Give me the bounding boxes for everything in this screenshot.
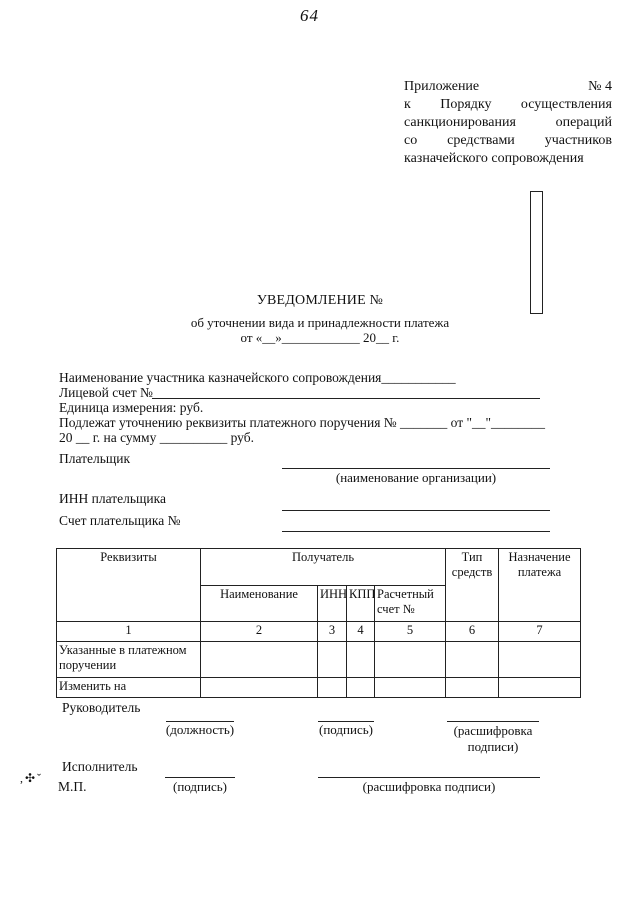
head-label: Руководитель <box>62 700 141 715</box>
table-cell <box>499 642 581 678</box>
column-number: 6 <box>446 622 499 642</box>
table-cell <box>347 678 375 698</box>
header-recipient: Получатель <box>201 549 446 586</box>
decode2-caption: (расшифровка подписи) <box>362 779 496 794</box>
signature-caption: (подпись) <box>319 722 373 737</box>
column-number: 2 <box>201 622 318 642</box>
header-name: Наименование <box>201 586 318 622</box>
signature2-underline <box>165 777 235 778</box>
row-label-original: Указанные в платежном поручении <box>57 642 201 678</box>
column-number: 3 <box>318 622 347 642</box>
unit-line: Единица измерения: руб. <box>59 400 204 415</box>
table-cell <box>318 642 347 678</box>
payer-label: Плательщик <box>59 451 131 466</box>
appendix-word: операций <box>555 115 612 130</box>
header-inn: ИНН <box>318 586 347 622</box>
account-underline <box>152 398 540 399</box>
decode-underline <box>447 721 539 722</box>
table-cell <box>201 642 318 678</box>
table-cell <box>499 678 581 698</box>
appendix-word: к <box>404 97 411 112</box>
appendix-label: Приложение <box>404 79 480 94</box>
clarify-line: Подлежат уточнению реквизиты платежного поручения № _______ от "__"________ <box>59 415 546 430</box>
column-number: 4 <box>347 622 375 642</box>
header-kpp: КПП <box>347 586 375 622</box>
appendix-word: участников <box>544 133 612 148</box>
appendix-line: казначейского сопровождения <box>404 151 584 166</box>
payer-caption: (наименование организации) <box>335 470 497 485</box>
table-cell <box>347 642 375 678</box>
table-cell <box>446 642 499 678</box>
table-cell <box>318 678 347 698</box>
appendix-word: Порядку <box>440 97 492 112</box>
payer-underline <box>282 468 550 469</box>
table-cell <box>375 642 446 678</box>
inn-label: ИНН плательщика <box>59 491 166 506</box>
table-cell <box>446 678 499 698</box>
appendix-block <box>404 78 612 168</box>
requisites-table <box>56 548 581 698</box>
margin-mark: ,✣ˇ <box>20 771 44 785</box>
table-cell <box>375 678 446 698</box>
header-settlement-account: Расчетный счет № <box>375 586 446 622</box>
decode-caption: (расшифровка подписи) <box>453 723 533 754</box>
document-date: от «__»____________ 20__ г. <box>240 330 400 345</box>
account-label: Лицевой счет № <box>59 385 153 400</box>
payer-account-underline <box>282 531 550 532</box>
document-subtitle: об уточнении вида и принадлежности платежа <box>190 315 450 330</box>
header-requisites: Реквизиты <box>57 549 201 622</box>
header-purpose: Назначение платежа <box>499 549 581 622</box>
header-fund-type: Тип средств <box>446 549 499 622</box>
table-cell <box>201 678 318 698</box>
row-label-change: Изменить на <box>57 678 201 698</box>
seal-label: М.П. <box>58 779 87 794</box>
column-number: 5 <box>375 622 446 642</box>
column-number: 1 <box>57 622 201 642</box>
document-title: УВЕДОМЛЕНИЕ № <box>256 293 384 308</box>
executor-label: Исполнитель <box>62 759 138 774</box>
participant-line: Наименование участника казначейского сопровождения___________ <box>59 370 456 385</box>
decode2-underline <box>318 777 540 778</box>
sum-line: 20 __ г. на сумму __________ руб. <box>59 430 254 445</box>
table-row <box>57 642 581 678</box>
appendix-word: санкционирования <box>404 115 516 130</box>
payer-account-label: Счет плательщика № <box>59 513 181 528</box>
inn-underline <box>282 510 550 511</box>
appendix-word: средствами <box>447 133 515 148</box>
appendix-word: осуществления <box>520 97 612 112</box>
appendix-number: № 4 <box>588 79 612 94</box>
table-row <box>57 678 581 698</box>
appendix-word: со <box>404 133 418 148</box>
signature2-caption: (подпись) <box>173 779 227 794</box>
page-number: 64 <box>300 6 319 25</box>
column-number: 7 <box>499 622 581 642</box>
position-caption: (должность) <box>165 722 235 737</box>
